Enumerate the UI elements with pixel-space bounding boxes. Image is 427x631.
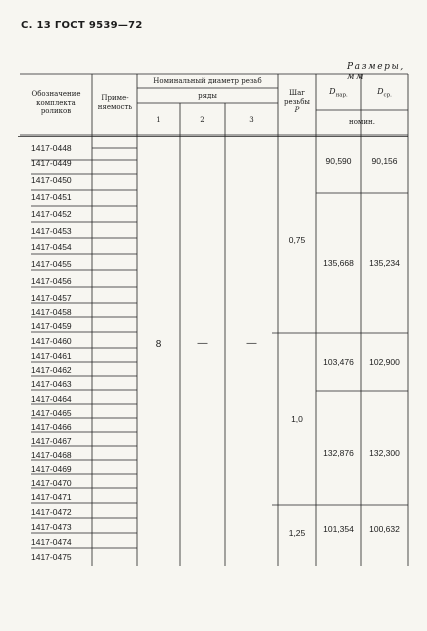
header-pitch: Шаг резьбы P bbox=[283, 89, 311, 114]
table-row: 1417-0468 bbox=[31, 450, 72, 460]
table-row: 1417-0459 bbox=[31, 321, 72, 331]
d-nar-value: 101,354 bbox=[323, 524, 354, 534]
pitch-value: 1,0 bbox=[291, 414, 303, 424]
d-sr-value: 132,300 bbox=[369, 448, 400, 458]
table-row: 1417-0453 bbox=[31, 226, 72, 236]
table-row: 1417-0463 bbox=[31, 379, 72, 389]
header-designation: Обозначение комплекта роликов bbox=[31, 90, 81, 115]
d-sr-value: 90,156 bbox=[371, 156, 398, 166]
page-header: С. 13 ГОСТ 9539—72 bbox=[21, 20, 143, 31]
table-row: 1417-0465 bbox=[31, 408, 72, 418]
table-row: 1417-0473 bbox=[31, 522, 72, 532]
header-d-nar: $D_{нар.}$ bbox=[329, 87, 348, 99]
table-row: 1417-0458 bbox=[31, 307, 72, 317]
table-row: 1417-0469 bbox=[31, 464, 72, 474]
table-row: 1417-0451 bbox=[31, 192, 72, 202]
header-row-1: 1 bbox=[156, 116, 161, 124]
header-rows: ряды bbox=[198, 92, 217, 100]
table-row: 1417-0472 bbox=[31, 507, 72, 517]
table-row: 1417-0449 bbox=[31, 158, 72, 168]
diameter-row2-value: — bbox=[197, 338, 208, 349]
pitch-value: 1,25 bbox=[288, 528, 306, 538]
table-row: 1417-0475 bbox=[31, 552, 72, 562]
header-row-3: 3 bbox=[249, 116, 254, 124]
table-row: 1417-0448 bbox=[31, 143, 72, 153]
header-row-2: 2 bbox=[200, 116, 205, 124]
table-row: 1417-0462 bbox=[31, 365, 72, 375]
pitch-value: 0,75 bbox=[288, 235, 306, 245]
d-sr-value: 100,632 bbox=[369, 524, 400, 534]
d-sr-value: 135,234 bbox=[369, 258, 400, 268]
table-row: 1417-0455 bbox=[31, 259, 72, 269]
table-row: 1417-0457 bbox=[31, 293, 72, 303]
d-nar-value: 132,876 bbox=[323, 448, 354, 458]
table-row: 1417-0474 bbox=[31, 537, 72, 547]
header-nominal-diameter: Номинальный диаметр резьб bbox=[153, 77, 262, 85]
table-row: 1417-0452 bbox=[31, 209, 72, 219]
diameter-row3-value: — bbox=[246, 338, 257, 349]
units-label: Размеры, мм bbox=[347, 62, 405, 82]
table-row: 1417-0470 bbox=[31, 478, 72, 488]
diameter-row1-value: 8 bbox=[155, 339, 162, 350]
table-row: 1417-0471 bbox=[31, 492, 72, 502]
header-applicability: Приме- няемость bbox=[97, 94, 133, 111]
table-row: 1417-0461 bbox=[31, 351, 72, 361]
d-nar-value: 90,590 bbox=[325, 156, 352, 166]
table-row: 1417-0464 bbox=[31, 394, 72, 404]
d-sr-value: 102,900 bbox=[369, 357, 400, 367]
d-nar-value: 135,668 bbox=[323, 258, 354, 268]
d-nar-value: 103,476 bbox=[323, 357, 354, 367]
table-row: 1417-0466 bbox=[31, 422, 72, 432]
table-row: 1417-0456 bbox=[31, 276, 72, 286]
header-d-sr: $D_{ср.}$ bbox=[377, 87, 392, 99]
table-row: 1417-0467 bbox=[31, 436, 72, 446]
table-row: 1417-0460 bbox=[31, 336, 72, 346]
table-row: 1417-0454 bbox=[31, 242, 72, 252]
header-nominal: номин. bbox=[349, 118, 375, 126]
table-row: 1417-0450 bbox=[31, 175, 72, 185]
